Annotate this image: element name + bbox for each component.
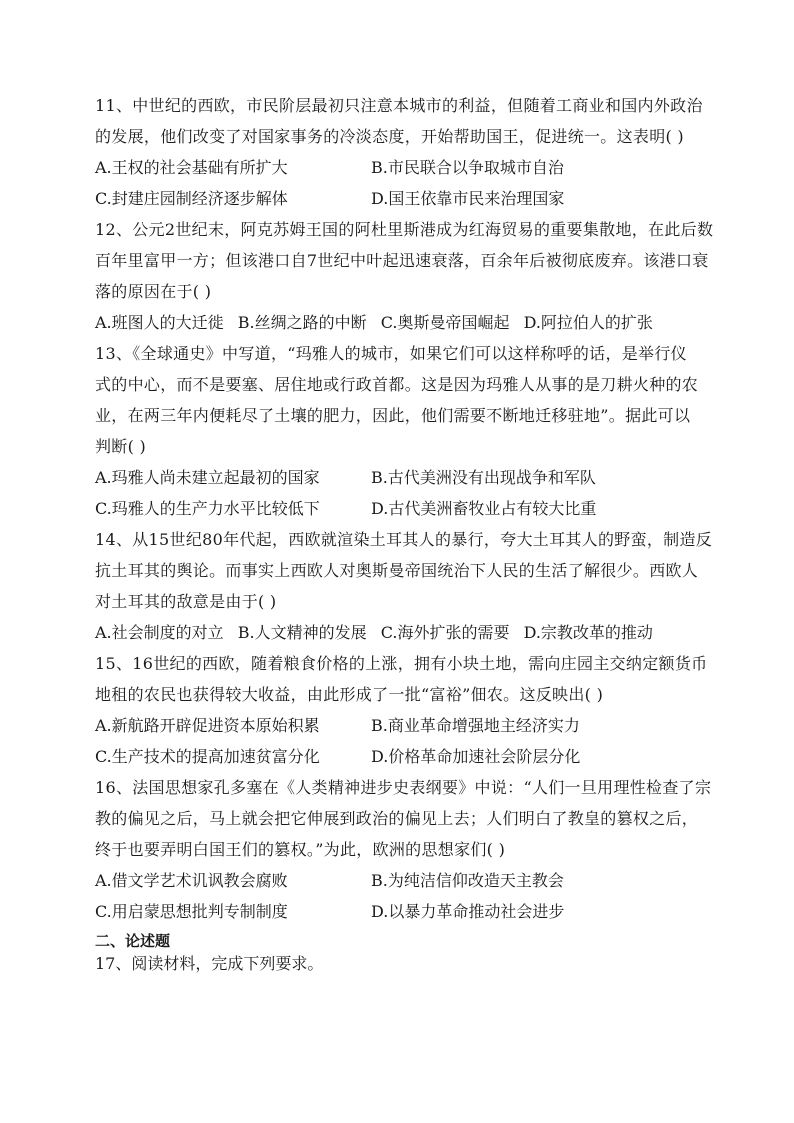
question-13-stem-line-4: 判断( ) <box>95 437 147 456</box>
option-a: A.玛雅人尚未建立起最初的国家 <box>95 468 320 487</box>
question-11-stem-line-2: 的发展，他们改变了对国家事务的冷淡态度，开始帮助国王，促进统一。这表明( ) <box>95 127 684 146</box>
question-11-stem-line-1: 11、中世纪的西欧，市民阶层最初只注意本城市的利益，但随着工商业和国内外政治 <box>95 96 703 115</box>
section-title: 二、论述题 <box>95 932 171 950</box>
question-12-stem-line-2: 百年里富甲一方；但该港口自7世纪中叶起迅速衰落，百余年后被彻底废弃。该港口衰 <box>95 251 709 270</box>
question-14-stem-line-2: 抗土耳其的舆论。而事实上西欧人对奥斯曼帝国统治下人民的生活了解很少。西欧人 <box>95 561 699 580</box>
question-16-stem-line-2: 教的偏见之后，马上就会把它伸展到政治的偏见上去；人们明白了教皇的篡权之后， <box>95 809 699 828</box>
option-d: D.阿拉伯人的扩张 <box>523 313 653 332</box>
option-a: A.借文学艺术讥讽教会腐败 <box>95 871 288 890</box>
question-16-stem-line-3: 终于也要弄明白国王们的篡权。”为此，欧洲的思想家们( ) <box>95 840 506 859</box>
question-12-stem-line-3: 落的原因在于( ) <box>95 282 212 301</box>
question-12-stem-line-1: 12、公元2世纪末，阿克苏姆王国的阿杜里斯港成为红海贸易的重要集散地，在此后数 <box>95 220 714 239</box>
question-12 <box>95 214 714 338</box>
question-15-stem-line-1: 15、16世纪的西欧，随着粮食价格的上涨，拥有小块土地，需向庄园主交纳定额货币 <box>95 654 708 673</box>
option-b: B.市民联合以争取城市自治 <box>371 158 564 177</box>
option-d: D.以暴力革命推动社会进步 <box>371 902 565 921</box>
question-16-options <box>95 865 705 927</box>
option-c: C.生产技术的提高加速贫富分化 <box>95 747 320 766</box>
option-c: C.玛雅人的生产力水平比较低下 <box>95 499 320 518</box>
question-13-stem-line-1: 13、《全球通史》中写道，“玛雅人的城市，如果它们可以这样称呼的话，是举行仪 <box>95 344 687 363</box>
option-c: C.奥斯曼帝国崛起 <box>380 313 510 332</box>
option-d: D.价格革命加速社会阶层分化 <box>371 747 581 766</box>
question-14-stem-line-1: 14、从15世纪80年代起，西欧就渲染土耳其人的暴行，夸大土耳其人的野蛮，制造反 <box>95 530 713 549</box>
option-a: A.新航路开辟促进资本原始积累 <box>95 716 320 735</box>
option-a: A.社会制度的对立 <box>95 623 224 642</box>
option-b: B.人文精神的发展 <box>237 623 367 642</box>
option-d: D.宗教改革的推动 <box>523 623 653 642</box>
option-c: C.用启蒙思想批判专制制度 <box>95 902 288 921</box>
question-11-options <box>95 152 705 214</box>
question-16 <box>95 772 712 927</box>
question-11 <box>95 90 705 214</box>
question-14-options <box>95 617 705 648</box>
question-14 <box>95 524 713 648</box>
option-a: A.班图人的大迁徙 <box>95 313 224 332</box>
option-b: B.丝绸之路的中断 <box>237 313 367 332</box>
question-13-stem-line-3: 业，在两三年内便耗尽了土壤的肥力，因此，他们需要不断地迁移驻地”。据此可以 <box>95 406 691 425</box>
exam-page <box>95 90 714 976</box>
question-13-options <box>95 462 705 524</box>
question-16-stem-line-1: 16、法国思想家孔多塞在《人类精神进步史表纲要》中说：“人们一旦用理性检查了宗 <box>95 778 712 797</box>
option-b: B.古代美洲没有出现战争和军队 <box>371 468 596 487</box>
option-d: D.古代美洲畜牧业占有较大比重 <box>371 499 597 518</box>
question-15 <box>95 648 708 772</box>
question-15-stem-line-2: 地租的农民也获得较大收益，由此形成了一批“富裕”佃农。这反映出( ) <box>95 685 604 704</box>
question-13 <box>95 338 705 524</box>
option-b: B.为纯洁信仰改造天主教会 <box>371 871 564 890</box>
option-c: C.海外扩张的需要 <box>380 623 510 642</box>
question-14-stem-line-3: 对土耳其的敌意是由于( ) <box>95 592 277 611</box>
question-13-stem-line-2: 式的中心，而不是要塞、居住地或行政首都。这是因为玛雅人从事的是刀耕火种的农 <box>95 375 699 394</box>
question-15-options <box>95 710 705 772</box>
question-17-stem: 17、阅读材料，完成下列要求。 <box>95 954 324 973</box>
option-b: B.商业革命增强地主经济实力 <box>371 716 580 735</box>
question-12-options <box>95 307 705 338</box>
option-c: C.封建庄园制经济逐步解体 <box>95 189 288 208</box>
option-d: D.国王依靠市民来治理国家 <box>371 189 565 208</box>
option-a: A.王权的社会基础有所扩大 <box>95 158 288 177</box>
